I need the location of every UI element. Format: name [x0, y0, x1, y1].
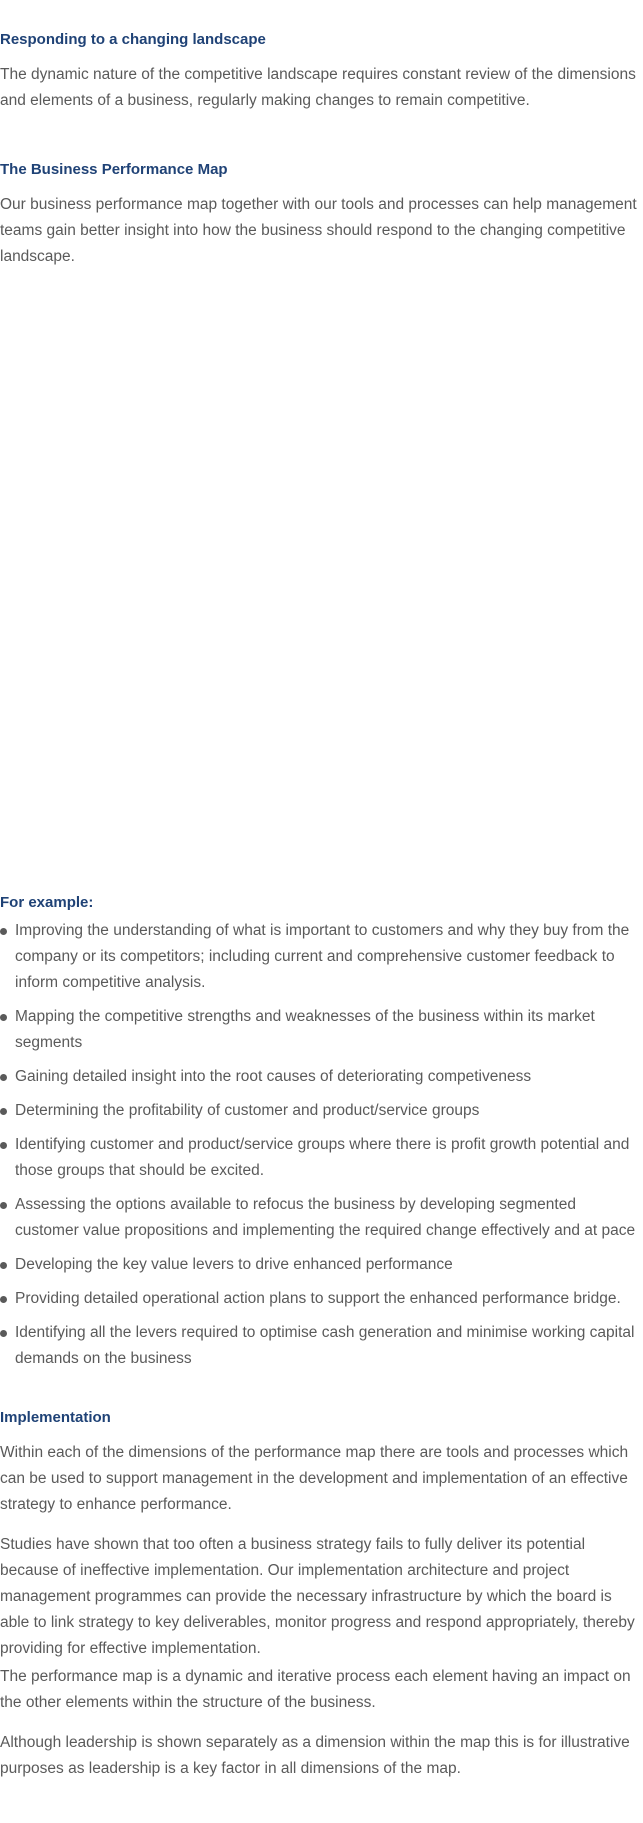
bullet-icon — [0, 1014, 7, 1021]
bullet-icon — [0, 1142, 7, 1149]
heading-responding: Responding to a changing landscape — [0, 31, 266, 48]
paragraph-responding: The dynamic nature of the competitive landscape requires constant review of the dimensions and elements of a business, regularly making changes to remain competitive. — [0, 66, 636, 109]
bullet-icon — [0, 1074, 7, 1081]
bullet-icon — [0, 1202, 7, 1209]
list-item: Providing detailed operational action plans to support the enhanced performance bridge. — [0, 1286, 640, 1312]
bullet-icon — [0, 1330, 7, 1337]
paragraph-implementation-2: Studies have shown that too often a business strategy fails to fully deliver its potential because of ineffective implementation. Our implementation architecture and project management programmes can provide the necessary infrastructure by which the board is able to link strategy to key deliverables, monitor progress and respond appropriately, thereby providing for effective implementation. — [0, 1536, 635, 1657]
paragraph-implementation-4: Although leadership is shown separately as a dimension within the map this is for illustrative purposes as leadership is a key factor in all dimensions of the map. — [0, 1734, 630, 1777]
bullet-icon — [0, 1108, 7, 1115]
paragraph-implementation-1: Within each of the dimensions of the performance map there are tools and processes which can be used to support management in the development and implementation of an effective strategy to enhance performance. — [0, 1444, 629, 1513]
list-item: Improving the understanding of what is important to customers and why they buy from the company or its competitors; including current and comprehensive customer feedback to inform competitive analysis. — [0, 918, 640, 996]
bullet-icon — [0, 1262, 7, 1269]
bullet-icon — [0, 1296, 7, 1303]
heading-for-example: For example: — [0, 894, 94, 911]
performance-map-image-area — [0, 280, 643, 880]
paragraph-performance-map: Our business performance map together with our tools and processes can help management teams gain better insight into how the business should respond to the changing competitive landscape. — [0, 196, 637, 265]
paragraph-implementation-3: The performance map is a dynamic and iterative process each element having an impact on the other elements within the structure of the business. — [0, 1668, 631, 1711]
heading-performance-map: The Business Performance Map — [0, 161, 228, 178]
list-item: Determining the profitability of customer and product/service groups — [0, 1098, 640, 1124]
list-item: Identifying customer and product/service groups where there is profit growth potential and those groups that should be excited. — [0, 1132, 640, 1184]
list-item: Gaining detailed insight into the root causes of deteriorating competiveness — [0, 1064, 640, 1090]
bullet-icon — [0, 928, 7, 935]
list-item: Mapping the competitive strengths and weaknesses of the business within its market segments — [0, 1004, 640, 1056]
example-list — [0, 918, 643, 1380]
heading-implementation: Implementation — [0, 1409, 111, 1426]
list-item: Developing the key value levers to drive enhanced performance — [0, 1252, 640, 1278]
list-item: Assessing the options available to refocus the business by developing segmented customer value propositions and implementing the required change effectively and at pace — [0, 1192, 640, 1244]
list-item: Identifying all the levers required to optimise cash generation and minimise working capital demands on the business — [0, 1320, 640, 1372]
